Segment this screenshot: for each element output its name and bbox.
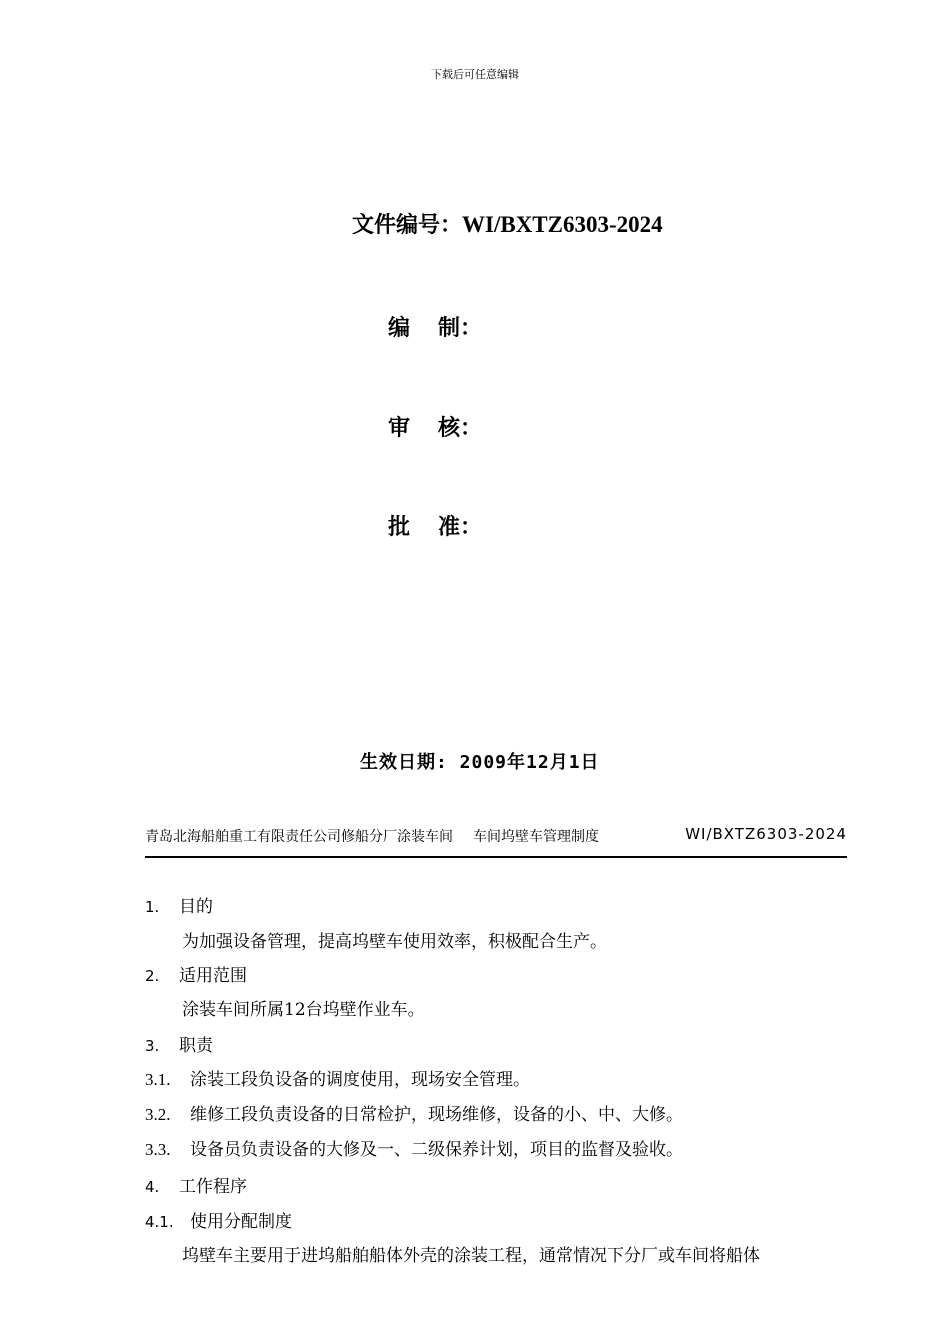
page-header [145, 826, 847, 858]
section-number: 4. [145, 1178, 160, 1196]
section-title: 工作程序 [179, 1177, 247, 1197]
subsection-text: 维修工段负责设备的日常检护，现场维修，设备的小、中、大修。 [190, 1105, 683, 1125]
section-number: 1. [145, 898, 160, 916]
section-heading [145, 1031, 213, 1056]
subsection-heading [145, 1207, 292, 1232]
subsection-number: 3.3. [145, 1140, 171, 1159]
prepared-by-char1: 编 [388, 316, 411, 341]
section-title: 目的 [179, 897, 213, 917]
section-paragraph: 为加强设备管理，提高坞壁车使用效率，积极配合生产。 [182, 932, 607, 952]
top-note: 下载后可任意编辑 [431, 68, 519, 81]
subsection-title: 使用分配制度 [190, 1212, 292, 1232]
subsection-text: 涂装工段负设备的调度使用，现场安全管理。 [190, 1070, 530, 1090]
approved-by-char1: 批 [388, 515, 411, 540]
section-title: 适用范围 [179, 966, 247, 986]
subsection-number: 3.1. [145, 1070, 171, 1089]
reviewed-by-field [388, 411, 482, 442]
section-paragraph: 坞壁车主要用于进坞船舶船体外壳的涂装工程，通常情况下分厂或车间将船体 [182, 1246, 760, 1266]
document-number-label: 文件编号： [352, 213, 463, 238]
subsection-item [145, 1135, 683, 1160]
subsection-number: 4.1. [145, 1213, 174, 1231]
prepared-by-field [388, 311, 482, 342]
effective-date: 生效日期: 2009年12月1日 [360, 752, 600, 773]
approved-by-field [388, 510, 482, 541]
header-subject: 车间坞壁车管理制度 [473, 829, 599, 845]
section-heading [145, 892, 213, 917]
document-number [352, 208, 663, 239]
section-heading [145, 1172, 247, 1197]
section-heading [145, 961, 247, 986]
subsection-item [145, 1100, 683, 1125]
subsection-text: 设备员负责设备的大修及一、二级保养计划，项目的监督及验收。 [190, 1140, 683, 1160]
header-code: WI/BXTZ6303-2024 [685, 825, 847, 843]
section-title: 职责 [179, 1036, 213, 1056]
section-number: 2. [145, 967, 160, 985]
prepared-by-char2: 制： [438, 316, 483, 341]
reviewed-by-char2: 核： [438, 416, 483, 441]
subsection-item [145, 1065, 530, 1090]
reviewed-by-char1: 审 [388, 416, 411, 441]
section-paragraph: 涂装车间所属12台坞壁作业车。 [182, 1000, 425, 1020]
approved-by-char2: 准： [438, 515, 483, 540]
subsection-number: 3.2. [145, 1105, 171, 1124]
section-number: 3. [145, 1037, 160, 1055]
document-number-value: WI/BXTZ6303-2024 [462, 212, 663, 237]
header-company: 青岛北海船舶重工有限责任公司修船分厂涂装车间 [145, 829, 453, 845]
